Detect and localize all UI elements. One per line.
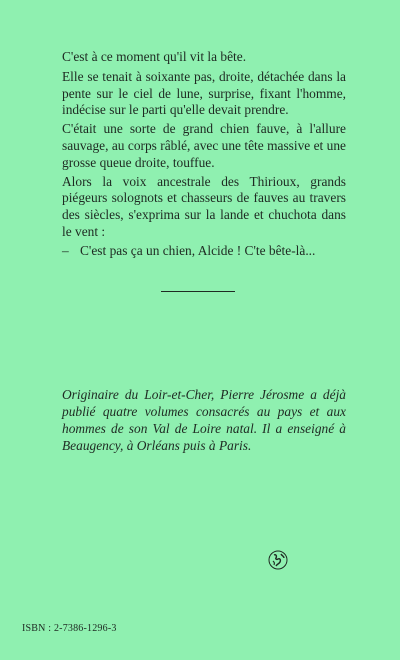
author-bio: Originaire du Loir-et-Cher, Pierre Jérosme a déjà publié quatre volumes consacrés au pays et aux hommes de son Val de Loire natal. Il a enseigné à Beaugency, à Orléans puis à Paris.	[62, 387, 346, 453]
excerpt-paragraph: Alors la voix ancestrale des Thirioux, grands piégeurs solognots et chasseurs de fauves au travers des siècles, s'exprima sur la lande et chuchota dans le vent :	[62, 173, 346, 239]
excerpt-dialogue	[62, 243, 346, 260]
excerpt-paragraph: Elle se tenait à soixante pas, droite, détachée dans la pente sur le ciel de lune, surprise, fixant l'homme, indécise sur le parti qu'elle devait prendre.	[62, 68, 346, 118]
back-cover-excerpt	[62, 49, 346, 260]
excerpt-paragraph: C'était une sorte de grand chien fauve, à l'allure sauvage, au corps râblé, avec une tête massive et une grosse queue droite, touffue.	[62, 121, 346, 170]
dialogue-dash: –	[62, 242, 69, 258]
dialogue-line: C'est pas ça un chien, Alcide ! C'te bête-là...	[80, 242, 316, 258]
excerpt-paragraph: C'est à ce moment qu'il vit la bête.	[62, 49, 247, 64]
isbn-label: ISBN : 2-7386-1296-3	[22, 623, 117, 634]
section-divider	[161, 291, 235, 292]
globe-icon	[268, 550, 288, 570]
